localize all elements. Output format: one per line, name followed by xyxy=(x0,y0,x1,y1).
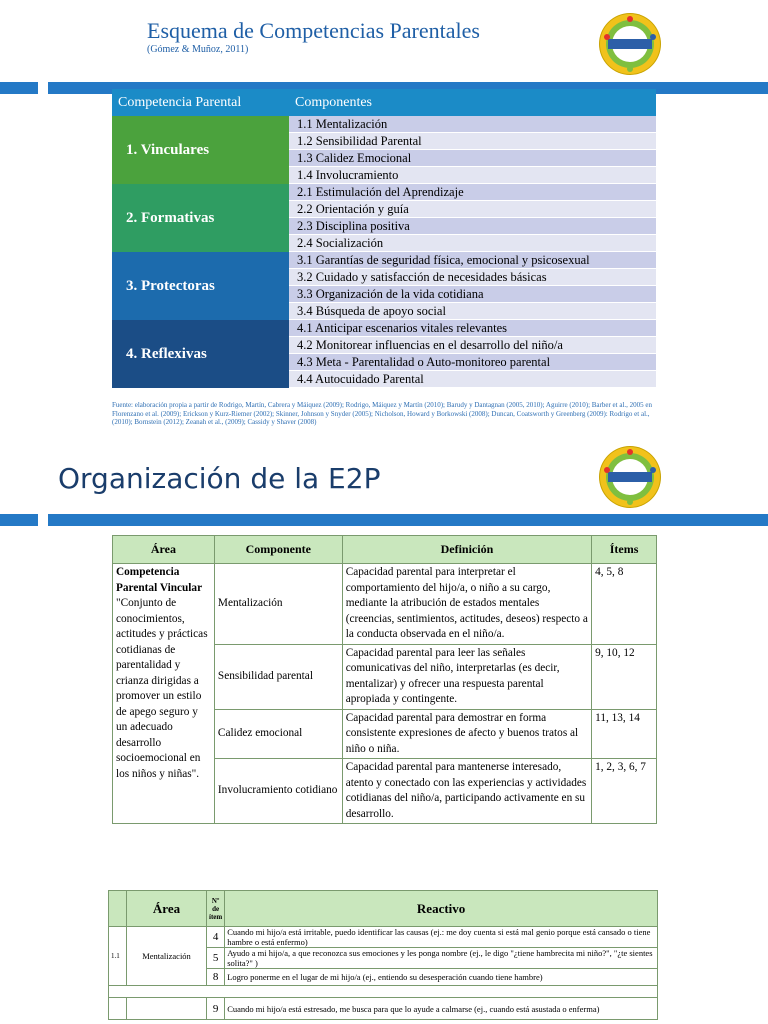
slide-title: Organización de la E2P xyxy=(58,462,381,495)
slide-subtitle: (Gómez & Muñoz, 2011) xyxy=(147,44,249,55)
component-item: 4.3 Meta - Parentalidad o Auto-monitoreo parental xyxy=(289,354,656,371)
definition-cell: Capacidad parental para interpretar el comportamiento del hijo/a, o niño a su cargo, mediante la atribución de estados mentales (creencias, sentimientos, actitudes, deseos) respecto a la conducta observada en el niño/a. xyxy=(342,564,591,645)
blank-cell xyxy=(127,998,207,1020)
component-cell: Involucramiento cotidiano xyxy=(214,759,342,824)
component-item: 1.4 Involucramiento xyxy=(289,167,656,184)
item-number: 8 xyxy=(207,969,225,986)
category-protectoras: 3. Protectoras xyxy=(112,252,289,320)
item-text: Cuando mi hijo/a está estresado, me busca para que lo ayude a calmarse (ej., cuando está asustada o enferma) xyxy=(225,998,658,1020)
header-num: Nº de ítem xyxy=(207,891,225,927)
component-item: 1.2 Sensibilidad Parental xyxy=(289,133,656,150)
header-area: Área xyxy=(113,536,215,564)
component-cell: Sensibilidad parental xyxy=(214,644,342,709)
source-note: Fuente: elaboración propia a partir de Rodrigo, Martín, Cabrera y Máiquez (2009); Rodrigo, Máiquez y Martín (2010); Barudy y Dantagnan (2005, 2010); Aguirre (2010); Barber et al., 2005 en Florenzano et al. (2009); Erickson y Kurz-Riemer (2002); Skinner, Johnson y Snyder (2005); Nicholson, Howard y Borkowski (2008); Duncan, Coatsworth y Greenberg (2009): Rodrigo et al., (2010); Bornstein (2012); Zeanah et al., (2009); Cassidy y Shaver (2008) xyxy=(112,401,653,426)
component-item: 2.2 Orientación y guía xyxy=(289,201,656,218)
header-competencia: Competencia Parental xyxy=(112,89,289,116)
category-vinculares: 1. Vinculares xyxy=(112,116,289,184)
header-blank xyxy=(109,891,127,927)
component-item: 2.1 Estimulación del Aprendizaje xyxy=(289,184,656,201)
header-reactivo: Reactivo xyxy=(225,891,658,927)
item-text: Logro ponerme en el lugar de mi hijo/a (ej., entiendo su desesperación cuando tiene hambre) xyxy=(225,969,658,986)
slide-organizacion xyxy=(0,430,768,890)
area-name: Mentalización xyxy=(127,927,207,986)
divider-bar-right xyxy=(48,514,768,526)
definition-cell: Capacidad parental para mantenerse interesado, atento y conectado con las experiencias y actividades cotidianas del niño/a, participando activamente en su desarrollo. xyxy=(342,759,591,824)
reactivos-table xyxy=(108,890,658,1020)
items-cell: 11, 13, 14 xyxy=(592,709,657,759)
divider-bar-left xyxy=(0,514,38,526)
item-text: Ayudo a mi hijo/a, a que reconozca sus emociones y les ponga nombre (ej., le digo "¿tiene hambrecita mi niño?", "¿te sientes solita?" ) xyxy=(225,948,658,969)
component-item: 2.4 Socialización xyxy=(289,235,656,252)
header-items: Ítems xyxy=(592,536,657,564)
blank-cell xyxy=(109,998,127,1020)
items-cell: 1, 2, 3, 6, 7 xyxy=(592,759,657,824)
items-cell: 4, 5, 8 xyxy=(592,564,657,645)
spacer-row xyxy=(109,986,658,998)
area-description: "Conjunto de conocimientos, actitudes y prácticas cotidianas de parentalidad y crianza dirigidas a promover un estilo de apego seguro y un adecuado desarrollo socioemocional en los niños y niñas". xyxy=(116,597,208,780)
item-number: 4 xyxy=(207,927,225,948)
component-cell: Calidez emocional xyxy=(214,709,342,759)
area-code: 1.1 xyxy=(109,927,127,986)
header-componente: Componente xyxy=(214,536,342,564)
header-area: Área xyxy=(127,891,207,927)
competencias-table xyxy=(112,89,656,388)
slide-competencias xyxy=(0,0,768,430)
divider-bar-left xyxy=(0,82,38,94)
item-text: Cuando mi hijo/a está irritable, puedo identificar las causas (ej.: me doy cuenta si está mal genio porque está cansado o tiene hambre o está enfermo) xyxy=(225,927,658,948)
logo-icon xyxy=(600,14,660,74)
slide-title: Esquema de Competencias Parentales xyxy=(147,18,480,43)
definition-cell: Capacidad parental para leer las señales comunicativas del niño, interpretarlas (es decir, mentalizar) y ofrecer una respuesta parental apropiada y contingente. xyxy=(342,644,591,709)
component-item: 4.4 Autocuidado Parental xyxy=(289,371,656,388)
category-formativas: 2. Formativas xyxy=(112,184,289,252)
category-reflexivas: 4. Reflexivas xyxy=(112,320,289,388)
item-number: 9 xyxy=(207,998,225,1020)
definition-cell: Capacidad parental para demostrar en forma consistente expresiones de afecto y buenos tratos al niño o niña. xyxy=(342,709,591,759)
component-item: 4.2 Monitorear influencias en el desarrollo del niño/a xyxy=(289,337,656,354)
component-cell: Mentalización xyxy=(214,564,342,645)
area-title: Competencia Parental Vincular xyxy=(116,566,203,594)
component-item: 1.1 Mentalización xyxy=(289,116,656,133)
component-item: 4.1 Anticipar escenarios vitales relevantes xyxy=(289,320,656,337)
header-definicion: Definición xyxy=(342,536,591,564)
organizacion-table xyxy=(112,535,657,824)
header-componentes: Componentes xyxy=(289,89,656,116)
item-number: 5 xyxy=(207,948,225,969)
component-item: 3.2 Cuidado y satisfacción de necesidades básicas xyxy=(289,269,656,286)
items-cell: 9, 10, 12 xyxy=(592,644,657,709)
component-item: 3.1 Garantías de seguridad física, emocional y psicosexual xyxy=(289,252,656,269)
component-item: 1.3 Calidez Emocional xyxy=(289,150,656,167)
area-cell xyxy=(113,564,215,824)
component-item: 3.3 Organización de la vida cotidiana xyxy=(289,286,656,303)
component-item: 2.3 Disciplina positiva xyxy=(289,218,656,235)
component-item: 3.4 Búsqueda de apoyo social xyxy=(289,303,656,320)
logo-icon xyxy=(600,447,660,507)
